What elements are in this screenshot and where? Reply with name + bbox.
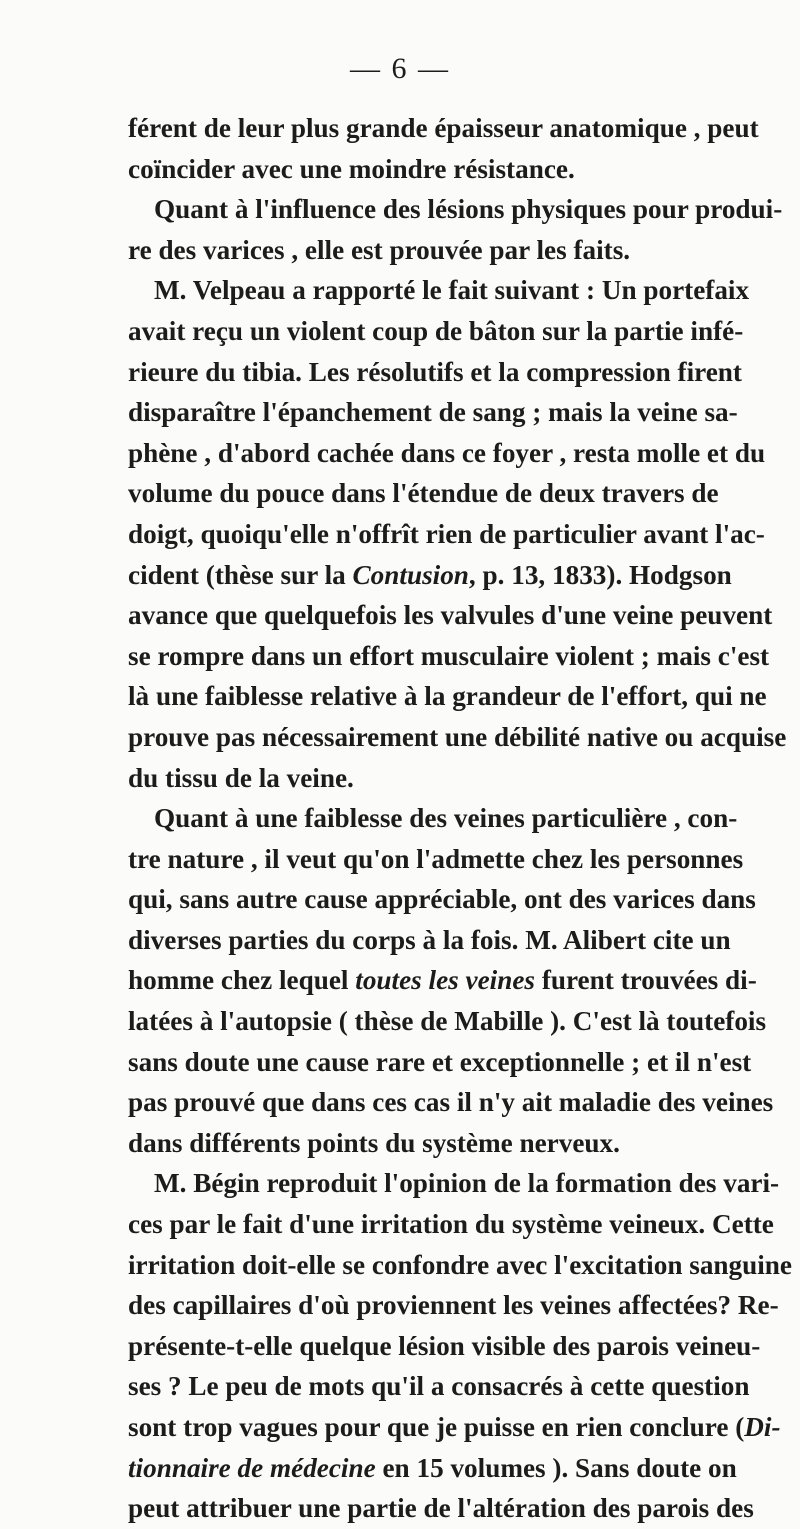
text-line: ces par le fait d'une irritation du système veineux. Cette [128, 1209, 774, 1240]
text-line: là une faiblesse relative à la grandeur de l'effort, qui ne [128, 681, 767, 712]
text-segment: , p. 13, 1833). Hodgson [468, 559, 732, 590]
text-line: Quant à l'influence des lésions physiques pour produi- [154, 194, 783, 225]
text-line: se rompre dans un effort musculaire violent ; mais c'est [128, 640, 770, 671]
text-segment: cident (thèse sur la [128, 559, 353, 590]
text-line: diverses parties du corps à la fois. M. Alibert cite un [128, 924, 731, 955]
text-line: coïncider avec une moindre résistance. [128, 153, 575, 184]
text-line: sans doute une cause rare et exceptionnelle ; et il n'est [128, 1046, 752, 1077]
text-line: Quant à une faiblesse des veines particulière , con- [154, 803, 738, 834]
text-line: qui, sans autre cause appréciable, ont des varices dans [128, 884, 756, 915]
text-line [128, 1407, 781, 1448]
italic-phrase: toutes les veines [355, 965, 536, 996]
text-line [128, 555, 732, 596]
page-number: — 6 — [350, 52, 450, 85]
text-line: pas prouvé que dans ces cas il n'y ait maladie des veines [128, 1087, 774, 1118]
text-segment: homme chez lequel [128, 965, 356, 996]
text-line [128, 1448, 737, 1489]
text-line: prouve pas nécessairement une débilité native ou acquise [128, 721, 787, 752]
text-segment: furent trouvées di- [535, 965, 757, 996]
body-text [128, 108, 792, 1529]
italic-title: tionnaire de médecine [128, 1452, 376, 1483]
text-line: phène , d'abord cachée dans ce foyer , resta molle et du [128, 437, 766, 468]
text-segment: en 15 volumes ). Sans doute on [375, 1452, 737, 1483]
text-line [128, 960, 757, 1001]
italic-title: Contusion [352, 559, 469, 590]
text-line: avait reçu un violent coup de bâton sur la partie infé- [128, 315, 744, 346]
text-line: M. Velpeau a rapporté le fait suivant : Un portefaix [154, 275, 750, 306]
text-line: rieure du tibia. Les résolutifs et la compression firent [128, 356, 742, 387]
text-line: des capillaires d'où proviennent les veines affectées? Re- [128, 1290, 779, 1321]
text-line: peut attribuer une partie de l'altération des parois des [128, 1493, 754, 1524]
text-line: M. Bégin reproduit l'opinion de la formation des vari- [154, 1168, 780, 1199]
text-line: ses ? Le peu de mots qu'il a consacrés à cette question [128, 1371, 750, 1402]
text-line: latées à l'autopsie ( thèse de Mabille ). C'est là toutefois [128, 1006, 767, 1037]
text-line: tre nature , il veut qu'on l'admette chez les personnes [128, 843, 744, 874]
text-line: irritation doit-elle se confondre avec l'excitation sanguine [128, 1249, 792, 1280]
text-line: volume du pouce dans l'étendue de deux travers de [128, 478, 719, 509]
text-line: dans différents points du système nerveux. [128, 1127, 620, 1158]
text-line: avance que quelquefois les valvules d'une veine peuvent [128, 600, 773, 631]
italic-title: Di- [744, 1412, 781, 1442]
text-line: re des varices , elle est prouvée par les faits. [128, 234, 631, 265]
text-line: présente-t-elle quelque lésion visible des parois veineu- [128, 1330, 761, 1361]
text-line: disparaître l'épanchement de sang ; mais la veine sa- [128, 397, 738, 428]
text-segment: sont trop vagues pour que je puisse en rien conclure ( [128, 1412, 745, 1442]
text-line: du tissu de la veine. [128, 762, 354, 793]
text-line: férent de leur plus grande épaisseur anatomique , peut [128, 113, 759, 143]
text-line: doigt, quoiqu'elle n'offrît rien de particulier avant l'ac- [128, 518, 765, 549]
